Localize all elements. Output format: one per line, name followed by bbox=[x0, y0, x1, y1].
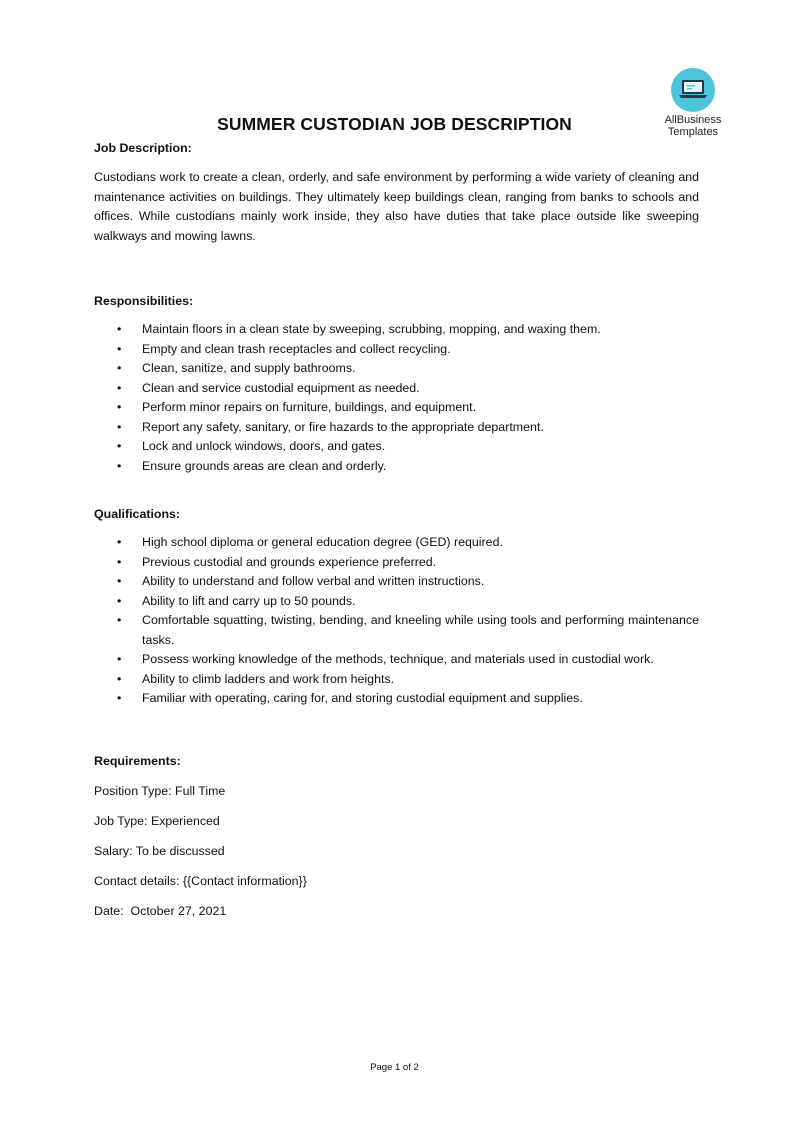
list-item: • Previous custodial and grounds experience preferred. bbox=[117, 554, 437, 569]
document-title: SUMMER CUSTODIAN JOB DESCRIPTION bbox=[217, 114, 572, 134]
requirements-heading: Requirements: bbox=[94, 753, 181, 768]
list-item: • Perform minor repairs on furniture, buildings, and equipment. bbox=[117, 400, 477, 414]
list-item: • Ability to lift and carry up to 50 pounds. bbox=[117, 593, 356, 608]
qualifications-list bbox=[94, 533, 699, 709]
laptop-icon bbox=[671, 68, 715, 112]
list-item: • Possess working knowledge of the methods, technique, and materials used in custodial work. bbox=[117, 652, 654, 666]
document-body bbox=[94, 140, 699, 919]
list-item: • Ability to understand and follow verbal and written instructions. bbox=[117, 574, 485, 588]
job-description-heading: Job Description: bbox=[94, 141, 192, 155]
list-item: • High school diploma or general education degree (GED) required. bbox=[117, 535, 503, 549]
list-item: • Ability to climb ladders and work from heights. bbox=[117, 671, 395, 686]
list-item: • Familiar with operating, caring for, and storing custodial equipment and supplies. bbox=[117, 691, 583, 705]
list-item: • Empty and clean trash receptacles and collect recycling. bbox=[117, 341, 451, 356]
date: Date: October 27, 2021 bbox=[94, 903, 227, 918]
logo-line-1: AllBusiness bbox=[664, 114, 722, 126]
job-description-text: Custodians work to create a clean, orderly, and safe environment by performing a wide variety of cleaning and maintenance activities on buildings. They ultimately keep buildings clean, ranging from banks to schools and offices. While custodians mainly work inside, they also have duties that take place outside like sweeping walkways and mowing lawns. bbox=[94, 170, 699, 243]
list-item: • Clean, sanitize, and supply bathrooms. bbox=[117, 361, 356, 375]
qualifications-heading: Qualifications: bbox=[94, 507, 181, 521]
list-item: • Maintain floors in a clean state by sweeping, scrubbing, mopping, and waxing them. bbox=[117, 322, 601, 336]
list-item: • Clean and service custodial equipment as needed. bbox=[117, 380, 420, 395]
responsibilities-list bbox=[94, 320, 699, 476]
responsibilities-heading: Responsibilities: bbox=[94, 294, 194, 308]
logo-line-2: Templates bbox=[667, 126, 719, 138]
list-item: • Lock and unlock windows, doors, and gates. bbox=[117, 439, 386, 453]
page-number: Page 1 of 2 bbox=[370, 1062, 419, 1073]
list-item: • Comfortable squatting, twisting, bending, and kneeling while using tools and performing maintenance tasks. bbox=[117, 613, 699, 647]
list-item: • Report any safety, sanitary, or fire hazards to the appropriate department. bbox=[117, 419, 544, 434]
job-type: Job Type: Experienced bbox=[94, 813, 220, 828]
list-item: • Ensure grounds areas are clean and orderly. bbox=[117, 458, 387, 473]
position-type: Position Type: Full Time bbox=[94, 783, 226, 798]
contact-details: Contact details: {{Contact information}} bbox=[94, 873, 307, 888]
salary: Salary: To be discussed bbox=[94, 843, 225, 858]
